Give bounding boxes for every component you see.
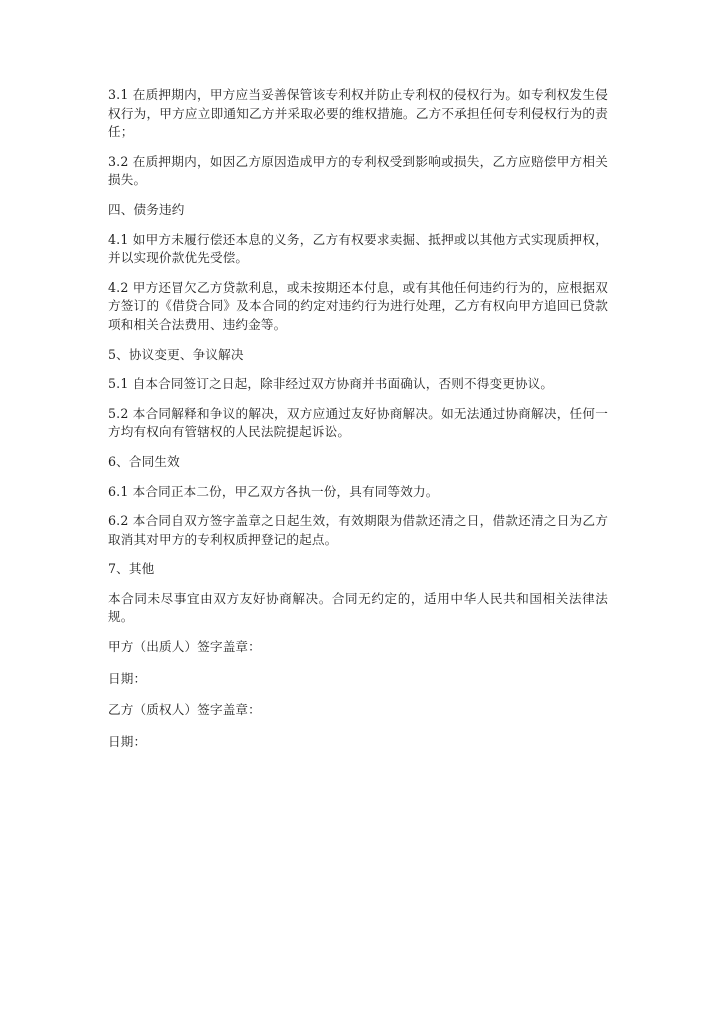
clause-6-2: 6.2 本合同自双方签字盖章之日起生效，有效期限为借款还清之日，借款还清之日为乙方取消其对甲方的专利权质押登记的起点。	[108, 513, 608, 547]
party-a-date-line: 日期：	[108, 670, 147, 686]
section-6-heading: 6、合同生效	[108, 453, 180, 469]
clause-5-2: 5.2 本合同解释和争议的解决，双方应通过友好协商解决。如无法通过协商解决，任何一方均有权向有管辖权的人民法院提起诉讼。	[108, 405, 608, 440]
section-7-heading: 7、其他	[108, 561, 155, 577]
document-body	[108, 86, 608, 764]
section-4-heading: 四、债务违约	[108, 201, 185, 217]
clause-3-2: 3.2 在质押期内，如因乙方原因造成甲方的专利权受到影响或损失，乙方应赔偿甲方相关损失。	[108, 153, 608, 188]
clause-5-1: 5.1 自本合同签订之日起，除非经过双方协商并书面确认，否则不得变更协议。	[108, 376, 554, 392]
party-b-date-line: 日期：	[108, 733, 147, 749]
clause-6-1: 6.1 本合同正本二份，甲乙双方各执一份，具有同等效力。	[108, 483, 439, 499]
clause-4-1: 4.1 如甲方未履行偿还本息的义务，乙方有权要求卖掘、抵押或以其他方式实现质押权，并以实现价款优先受偿。	[108, 231, 608, 266]
clause-7-other: 本合同未尽事宜由双方友好协商解决。合同无约定的，适用中华人民共和国相关法律法规。	[108, 590, 608, 625]
clause-4-2: 4.2 甲方还冒欠乙方贷款利息，或未按期还本付息，或有其他任何违约行为的，应根据双方签订的《借贷合同》及本合同的约定对违约行为进行处理，乙方有权向甲方追回已贷款项和相关合法费用、违约金等。	[108, 279, 608, 332]
party-b-signature-line: 乙方（质权人）签字盖章：	[108, 702, 261, 718]
clause-3-1: 3.1 在质押期内，甲方应当妥善保管该专利权并防止专利权的侵权行为。如专利权发生侵权行为，甲方应立即通知乙方并采取必要的维权措施。乙方不承担任何专利侵权行为的责任；	[108, 87, 608, 140]
party-a-signature-line: 甲方（出质人）签字盖章：	[108, 639, 261, 655]
section-5-heading: 5、协议变更、争议解决	[108, 346, 244, 362]
